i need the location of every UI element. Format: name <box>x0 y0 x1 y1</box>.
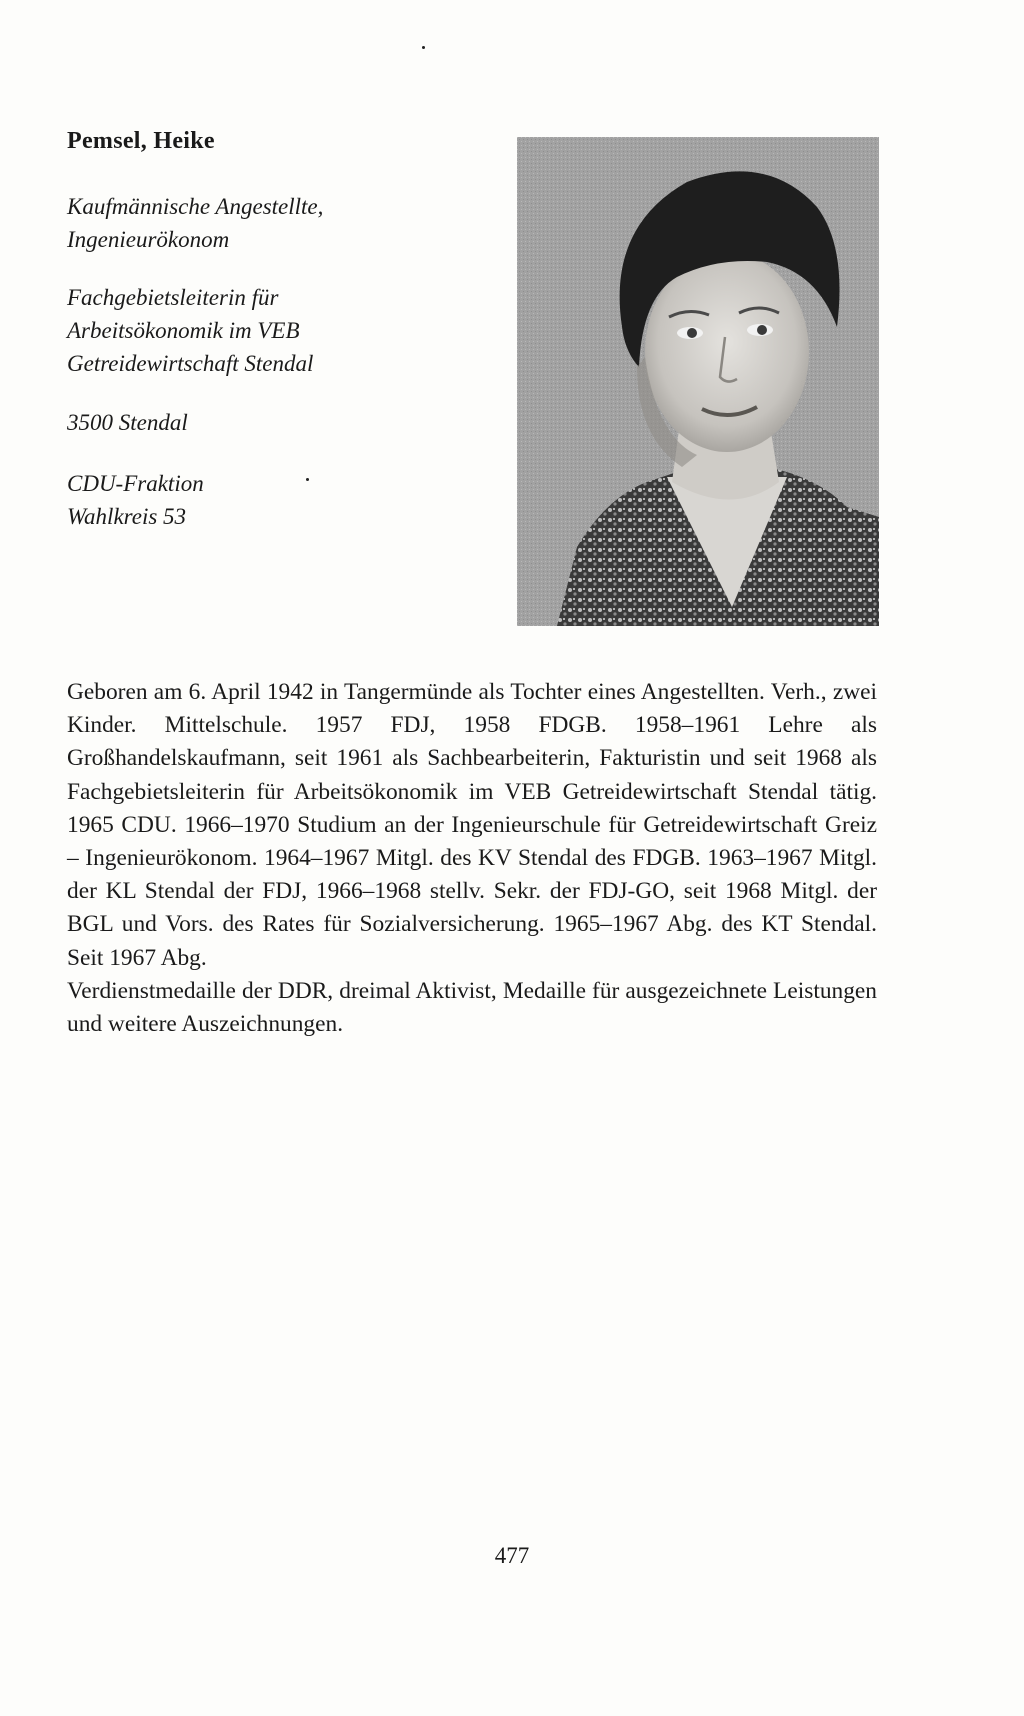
profession-block <box>67 190 323 256</box>
biography-paragraph: Geboren am 6. April 1942 in Tangermünde als Tochter eines Angestellten. Verh., zwei Kinder. Mittelschule. 1957 FDJ, 1958 FDGB. 1958–1961 Lehre als Großhandelskaufmann, seit 1961 als Sachbearbeiterin, Fakturistin und seit 1968 als Fachgebietsleiterin für Arbeitsökonomik im VEB Getreidewirtschaft Stendal tätig. 1965 CDU. 1966–1970 Studium an der Ingenieurschule für Getreidewirtschaft Greiz – Ingenieurökonom. 1964–1967 Mitgl. des KV Stendal des FDGB. 1963–1967 Mitgl. der KL Stendal der FDJ, 1966–1968 stellv. Sekr. der FDJ-GO, seit 1968 Mitgl. der BGL und Vors. des Rates für Sozialversicherung. 1965–1967 Abg. des KT Stendal. Seit 1967 Abg. <box>67 679 877 971</box>
page-number: 477 <box>494 1543 530 1568</box>
position-block <box>67 281 313 380</box>
affiliation-block <box>67 467 204 533</box>
profession-line: Ingenieurökonom <box>67 227 230 252</box>
scan-speck <box>422 46 425 49</box>
portrait-photo <box>517 137 879 626</box>
biography <box>67 676 877 1041</box>
faction: CDU-Fraktion <box>67 471 204 496</box>
constituency: Wahlkreis 53 <box>67 504 187 529</box>
person-name: Pemsel, Heike <box>67 128 215 154</box>
address-block <box>67 406 188 439</box>
position-line: Arbeitsökonomik im VEB <box>67 318 300 343</box>
profession-line: Kaufmännische Angestellte, <box>67 194 324 219</box>
address: 3500 Stendal <box>67 410 188 435</box>
scan-speck <box>306 478 309 481</box>
position-line: Getreidewirtschaft Stendal <box>67 351 314 376</box>
position-line: Fachgebietsleiterin für <box>67 285 279 310</box>
biography-paragraph: Verdienstmedaille der DDR, dreimal Aktivist, Medaille für ausgezeichnete Leistungen und weitere Auszeichnungen. <box>67 977 877 1038</box>
